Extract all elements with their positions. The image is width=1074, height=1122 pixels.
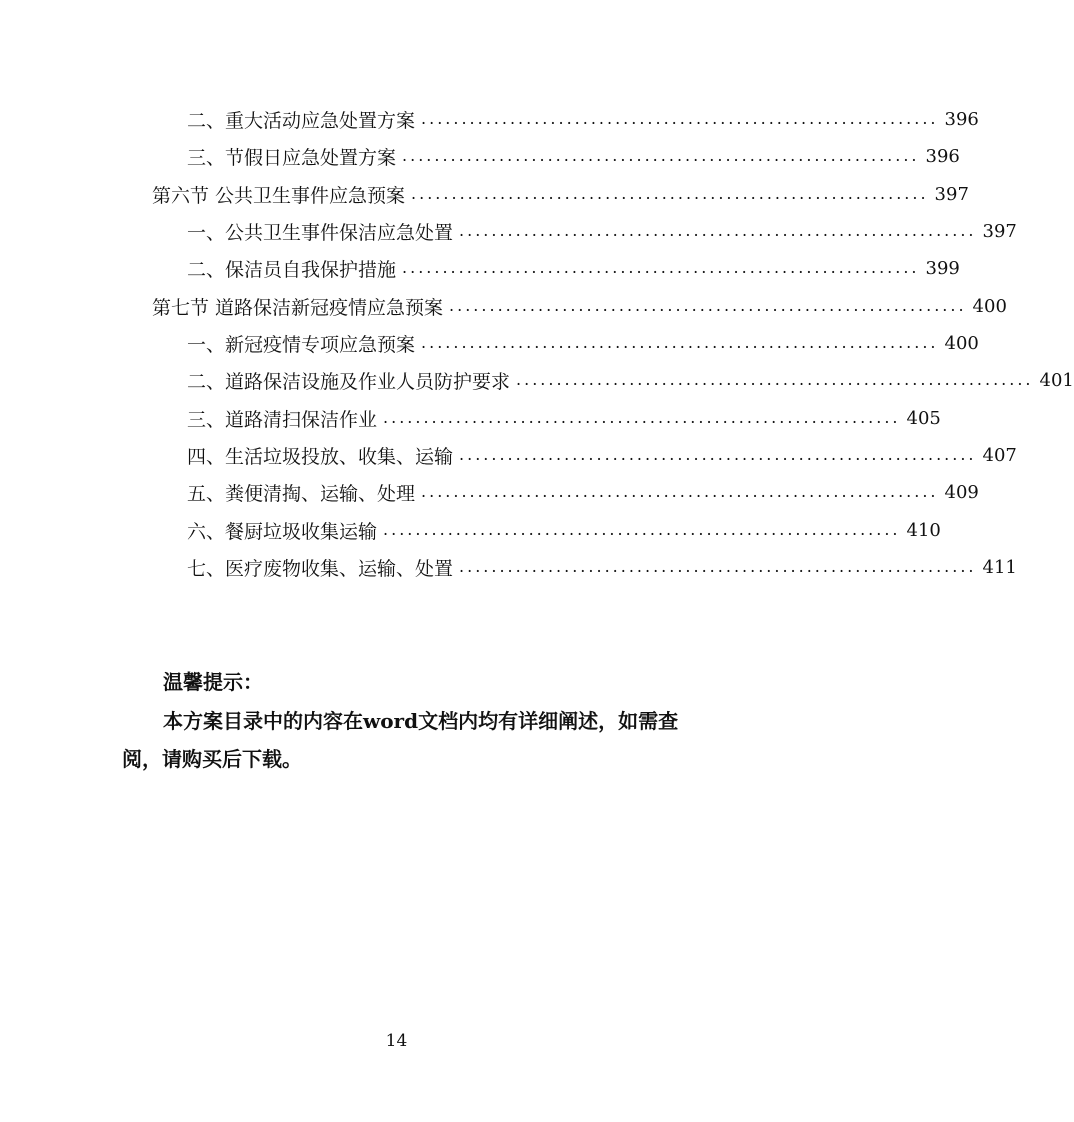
toc-entry-page: 397 bbox=[934, 183, 969, 205]
toc-leader-dots: ................................................................ bbox=[449, 296, 967, 315]
toc-leader-dots: ................................................................ bbox=[402, 146, 920, 165]
toc-leader-dots: ................................................................ bbox=[459, 221, 977, 240]
toc-entry-page: 397 bbox=[982, 220, 1017, 242]
toc-leader-dots: ................................................................ bbox=[421, 333, 939, 352]
toc-entry-title: 二、保洁员自我保护措施 bbox=[187, 258, 397, 281]
toc-entry-title: 四、生活垃圾投放、收集、运输 bbox=[187, 445, 454, 468]
toc-entry-title: 二、道路保洁设施及作业人员防护要求 bbox=[187, 370, 511, 393]
toc-entry[interactable] bbox=[187, 105, 979, 133]
toc-entry-title: 三、节假日应急处置方案 bbox=[187, 146, 397, 169]
toc-entry[interactable] bbox=[152, 180, 969, 208]
toc-entry-page: 401 bbox=[1039, 369, 1074, 391]
toc-entry-title: 七、医疗废物收集、运输、处置 bbox=[187, 557, 454, 580]
page-number: 14 bbox=[385, 1031, 408, 1051]
toc-entry-page: 396 bbox=[944, 108, 979, 130]
toc-leader-dots: ................................................................ bbox=[402, 258, 920, 277]
toc-leader-dots: ................................................................ bbox=[383, 408, 901, 427]
toc-entry-page: 411 bbox=[982, 556, 1017, 578]
notice-title: 温馨提示： bbox=[163, 670, 263, 694]
toc-leader-dots: ................................................................ bbox=[421, 109, 939, 128]
toc-entry-page: 405 bbox=[906, 407, 941, 429]
toc-entry[interactable] bbox=[187, 366, 1074, 394]
toc-entry-page: 409 bbox=[944, 481, 979, 503]
notice-body: 本方案目录中的内容在word文档内均有详细阐述，如需查阅，请购买后下载。 bbox=[122, 709, 679, 771]
toc-leader-dots: ................................................................ bbox=[421, 482, 939, 501]
toc-entry-page: 410 bbox=[906, 519, 941, 541]
toc-entry[interactable] bbox=[187, 478, 979, 506]
toc-entry-page: 396 bbox=[925, 145, 960, 167]
toc-entry[interactable] bbox=[187, 217, 1017, 245]
toc-leader-dots: ................................................................ bbox=[459, 557, 977, 576]
toc-entry[interactable] bbox=[187, 516, 941, 544]
toc-leader-dots: ................................................................ bbox=[516, 370, 1034, 389]
toc-entry-title: 六、餐厨垃圾收集运输 bbox=[187, 520, 378, 543]
toc-entry[interactable] bbox=[187, 553, 1017, 581]
toc-entry[interactable] bbox=[152, 292, 1007, 320]
toc-entry-page: 407 bbox=[982, 444, 1017, 466]
toc-entry[interactable] bbox=[187, 329, 979, 357]
toc-leader-dots: ................................................................ bbox=[459, 445, 977, 464]
toc-entry-title: 二、重大活动应急处置方案 bbox=[187, 109, 416, 132]
toc-entry[interactable] bbox=[187, 254, 960, 282]
toc-entry[interactable] bbox=[187, 441, 1017, 469]
toc-entry-title: 三、道路清扫保洁作业 bbox=[187, 408, 378, 431]
toc-entry-page: 400 bbox=[944, 332, 979, 354]
toc-entry-title: 一、公共卫生事件保洁应急处置 bbox=[187, 221, 454, 244]
toc-entry-page: 400 bbox=[972, 295, 1007, 317]
toc-entry[interactable] bbox=[187, 404, 941, 432]
toc-entry-page: 399 bbox=[925, 257, 960, 279]
toc-entry-title: 第六节 公共卫生事件应急预案 bbox=[152, 184, 406, 207]
toc-leader-dots: ................................................................ bbox=[411, 184, 929, 203]
toc-entry-title: 五、粪便清掏、运输、处理 bbox=[187, 482, 416, 505]
toc-entry[interactable] bbox=[187, 142, 960, 170]
toc-entry-title: 第七节 道路保洁新冠疫情应急预案 bbox=[152, 296, 444, 319]
toc-leader-dots: ................................................................ bbox=[383, 520, 901, 539]
toc-entry-title: 一、新冠疫情专项应急预案 bbox=[187, 333, 416, 356]
